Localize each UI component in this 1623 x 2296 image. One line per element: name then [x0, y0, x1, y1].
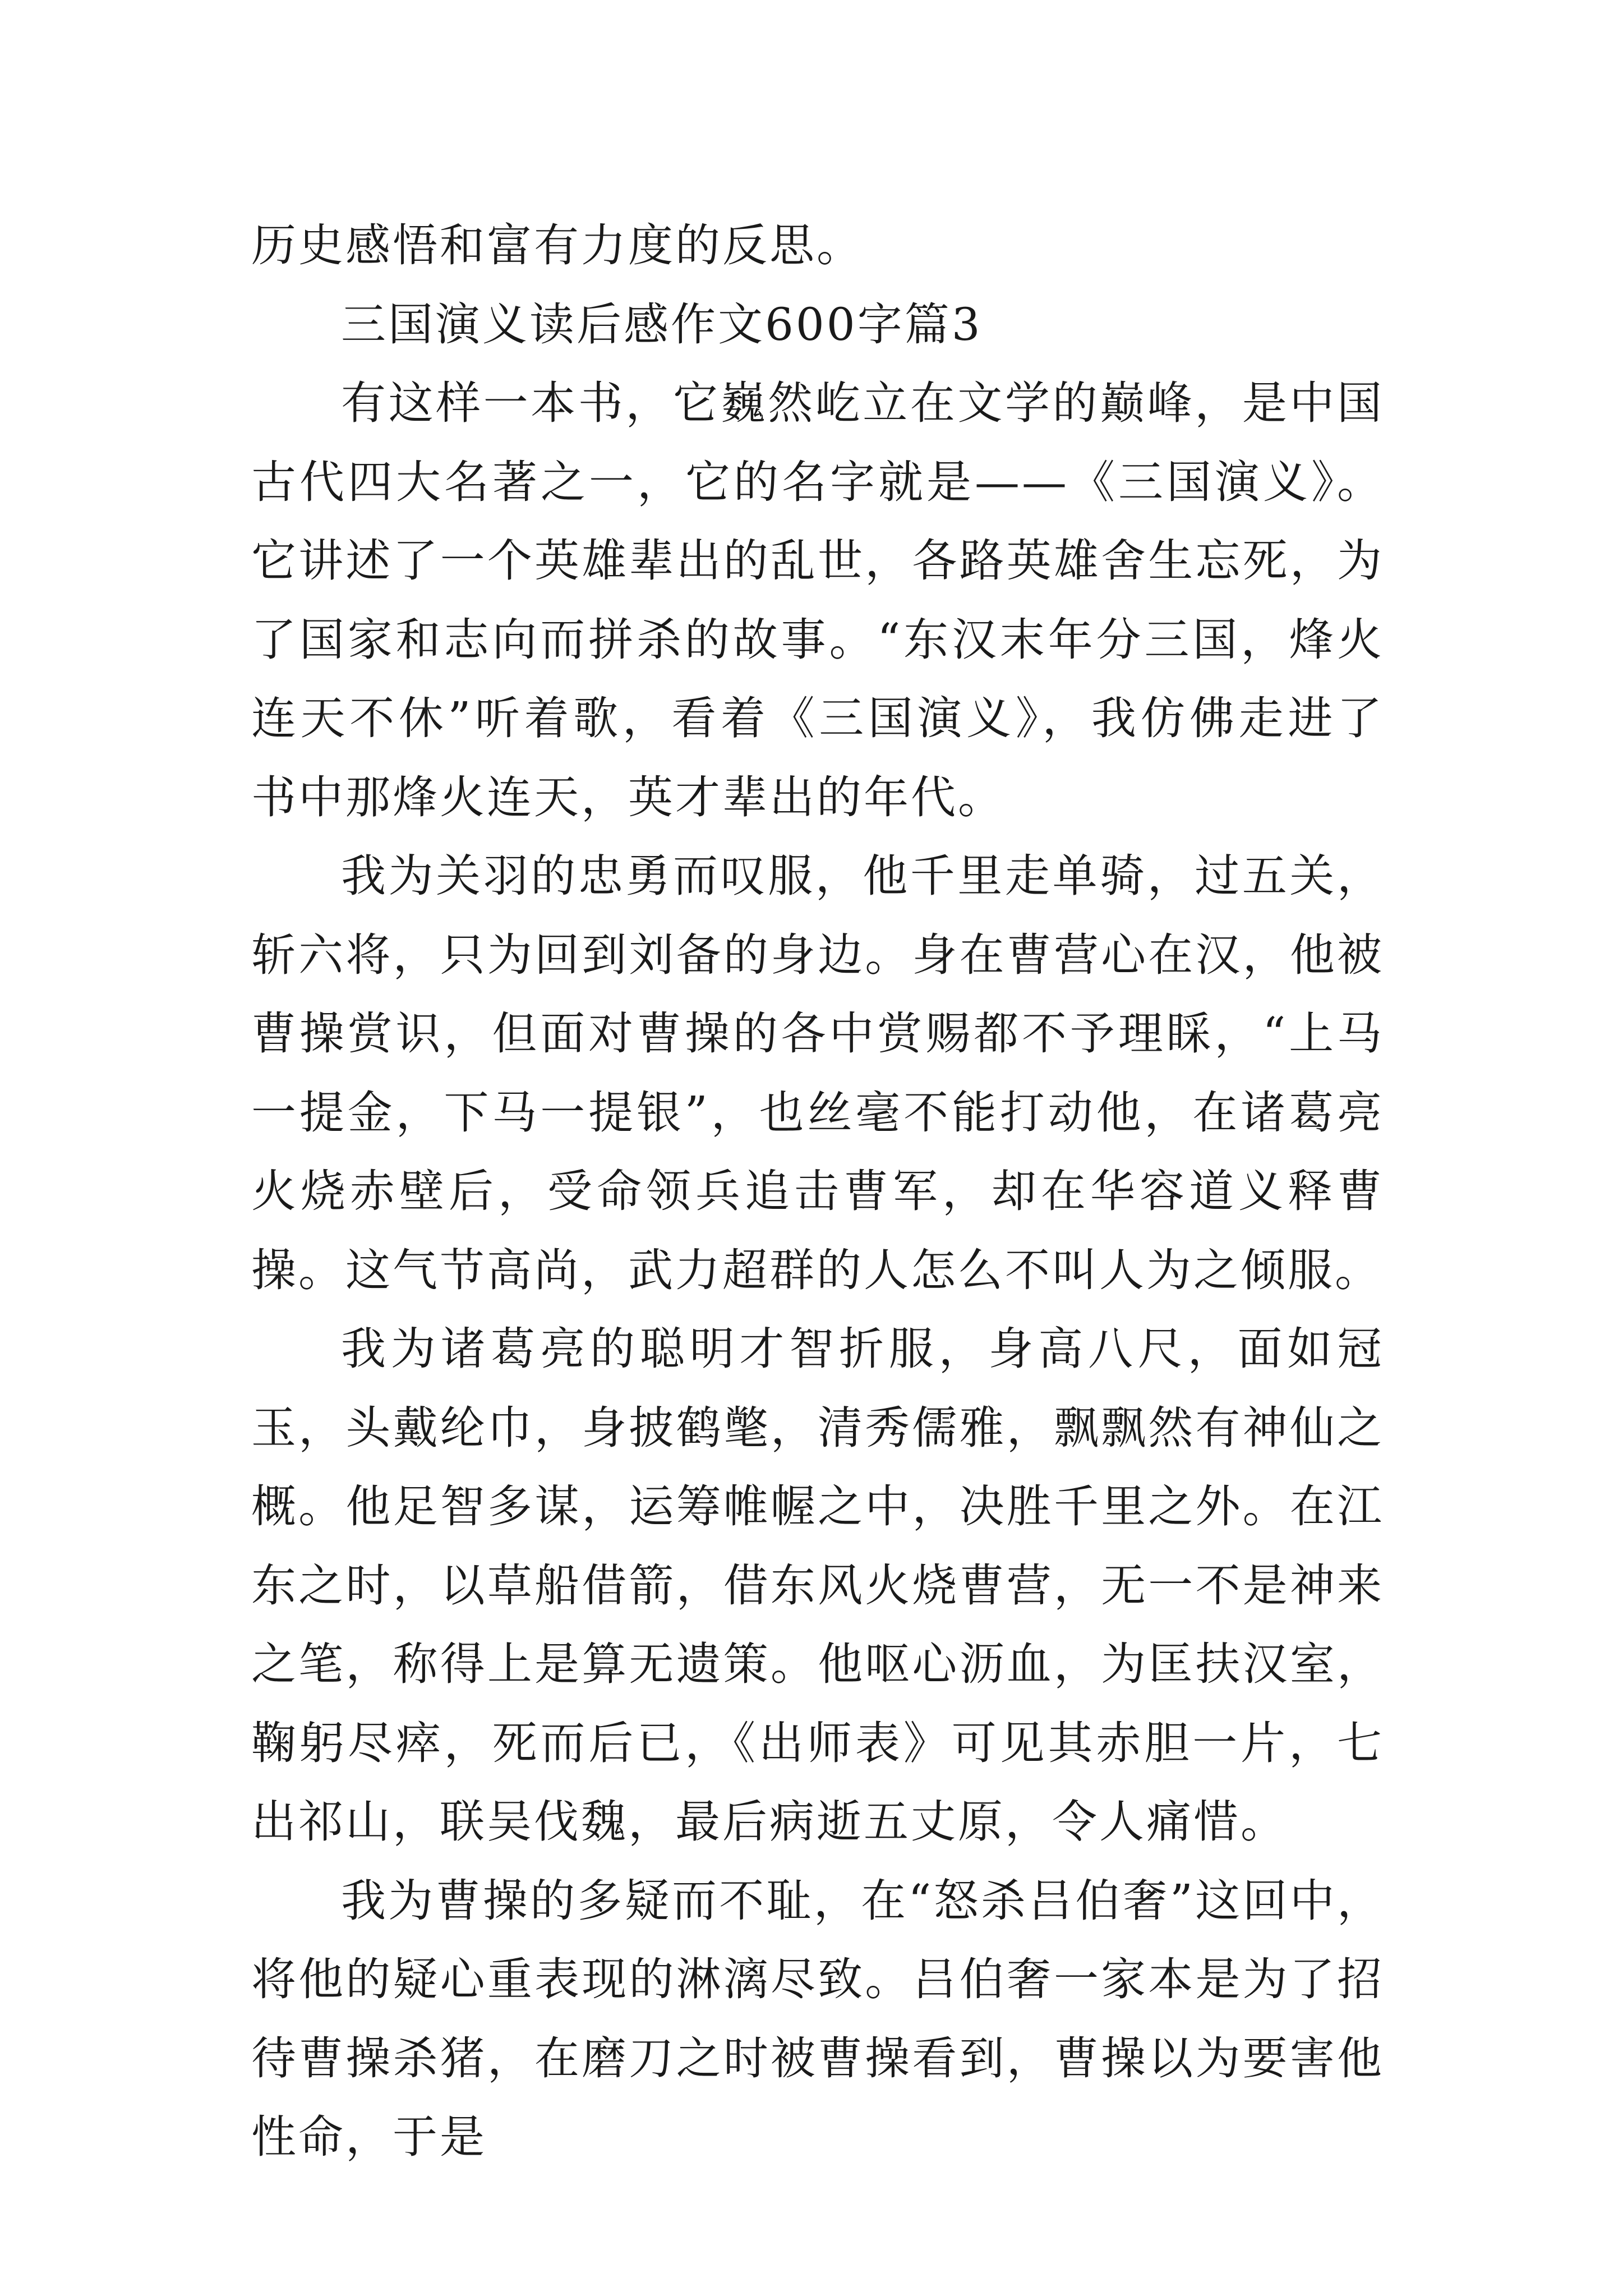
paragraph-guan-yu: 我为关羽的忠勇而叹服，他千里走单骑，过五关，斩六将，只为回到刘备的身边。身在曹营心在汉，他被曹操赏识，但面对曹操的各中赏赐都不予理睬，“上马一提金，下马一提银”，也丝毫不能打动他，在诸葛亮火烧赤壁后，受命领兵追击曹军，却在华容道义释曹操。这气节高尚，武力超群的人怎么不叫人为之倾服。	[251, 850, 1384, 1296]
paragraph-cao-cao: 我为曹操的多疑而不耻，在“怒杀吕伯奢”这回中，将他的疑心重表现的淋漓尽致。吕伯奢一家本是为了招待曹操杀猪，在磨刀之时被曹操看到，曹操以为要害他性命，于是	[251, 1874, 1384, 2163]
paragraph-intro: 有这样一本书，它巍然屹立在文学的巅峰，是中国古代四大名著之一，它的名字就是——《三国演义》。它讲述了一个英雄辈出的乱世，各路英雄舍生忘死，为了国家和志向而拼杀的故事。“东汉末年分三国，烽火连天不休”听着歌，看着《三国演义》，我仿佛走进了书中那烽火连天，英才辈出的年代。	[251, 377, 1384, 823]
paragraph-zhuge-liang: 我为诸葛亮的聪明才智折服，身高八尺，面如冠玉，头戴纶巾，身披鹤氅，清秀儒雅，飘飘然有神仙之概。他足智多谋，运筹帷幄之中，决胜千里之外。在江东之时，以草船借箭，借东风火烧曹营，无一不是神来之笔，称得上是算无遗策。他呕心沥血，为匡扶汉室，鞠躬尽瘁，死而后已，《出师表》可见其赤胆一片，七出祁山，联吴伐魏，最后病逝五丈原，令人痛惜。	[251, 1323, 1384, 1848]
section-heading: 三国演义读后感作文600字篇3	[341, 298, 983, 351]
document-body	[251, 206, 1384, 2177]
paragraph-continuation: 历史感悟和富有力度的反思。	[251, 219, 864, 272]
